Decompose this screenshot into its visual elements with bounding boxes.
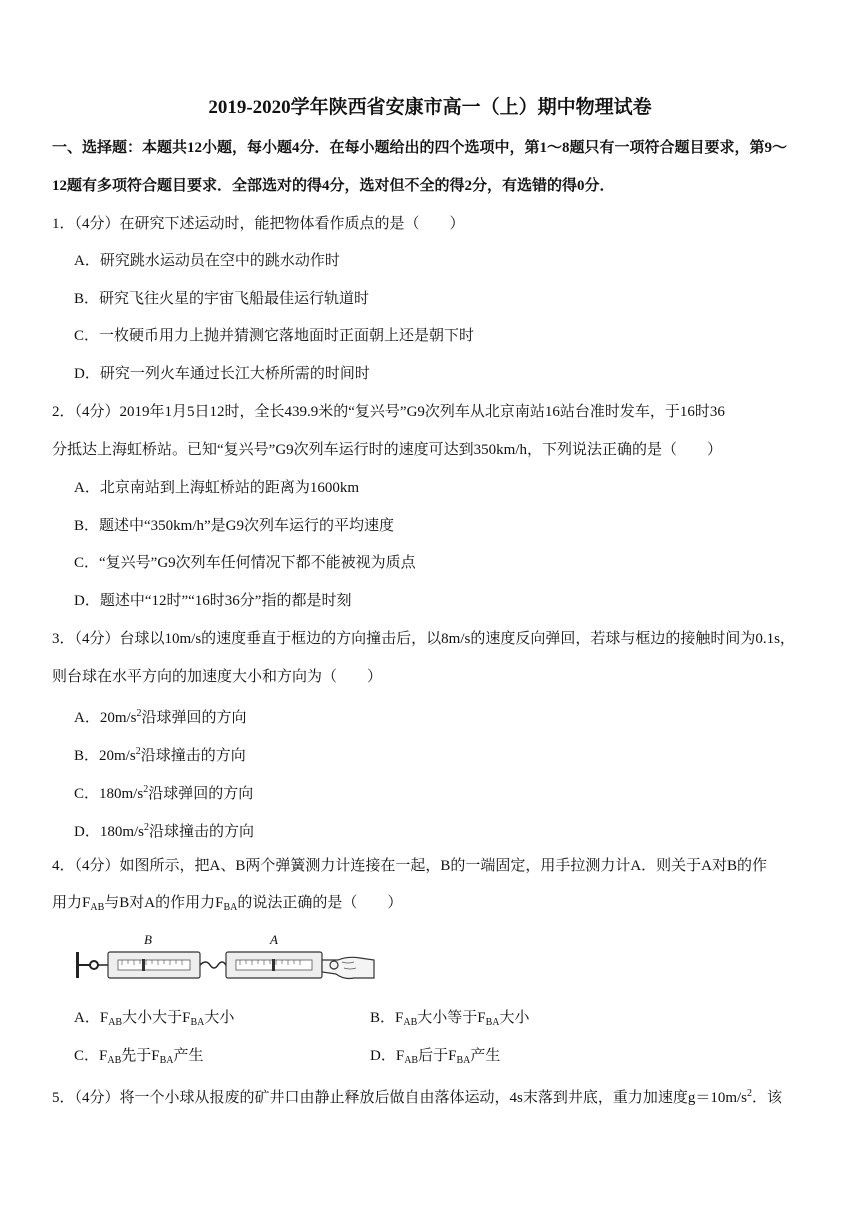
- page-title: 2019-2020学年陕西省安康市高一（上）期中物理试卷: [208, 97, 652, 118]
- question-2-stem-line1: 2．（4分）2019年1月5日12时，全长439.9米的“复兴号”G9次列车从北京南站16站台准时发车，于16时36: [52, 404, 725, 420]
- question-4-stem-line2: 用力$F_{AB}$与B对A的作用力$F_{BA}$的说法正确的是（ ）: [52, 895, 403, 913]
- question-3-option-c: C．$180m/s^2$沿球弹回的方向: [74, 784, 254, 802]
- question-3-stem-line1: 3．（4分）台球以10m/s的速度垂直于框边的方向撞击后，以8m/s的速度反向弹回，若球与框边的接触时间为0.1s，: [52, 631, 795, 647]
- question-1-option-d: D．研究一列火车通过长江大桥所需的时间时: [74, 366, 370, 382]
- question-1-stem: 1．（4分）在研究下述运动时，能把物体看作质点的是（ ）: [52, 216, 465, 232]
- section-instructions-line2: 12题有多项符合题目要求．全部选对的得4分，选对但不全的得2分，有选错的得0分．: [52, 178, 615, 194]
- question-4-option-b: B．$F_{AB}$大小等于$F_{BA}$大小: [370, 1010, 530, 1028]
- question-2-option-a: A．北京南站到上海虹桥站的距离为1600km: [74, 480, 360, 496]
- question-5-stem: 5．（4分）将一个小球从报废的矿井口由静止释放后做自由落体运动，4s末落到井底，重力加速度$g=10m/s^2$．该: [52, 1088, 783, 1106]
- question-1-option-c: C．一枚硬币用力上抛并猜测它落地面时正面朝上还是朝下时: [74, 328, 475, 344]
- question-1-option-b: B．研究飞往火星的宇宙飞船最佳运行轨道时: [74, 291, 370, 307]
- question-2-option-b: B．题述中“350km/h”是G9次列车运行的平均速度: [74, 518, 394, 534]
- question-2-stem-line2: 分抵达上海虹桥站。已知“复兴号”G9次列车运行时的速度可达到350km/h，下列说法正确的是（ ）: [52, 442, 722, 458]
- question-2-option-d: D．题述中“12时”“16时36分”指的都是时刻: [74, 593, 352, 609]
- question-4-option-a: A．$F_{AB}$大小大于$F_{BA}$大小: [74, 1010, 235, 1028]
- figure-label-a: A: [270, 932, 278, 947]
- question-1-option-a: A．研究跳水运动员在空中的跳水动作时: [74, 253, 340, 269]
- question-2-option-c: C．“复兴号”G9次列车任何情况下都不能被视为质点: [74, 555, 416, 571]
- question-4-option-c: C．$F_{AB}$先于$F_{BA}$产生: [74, 1048, 204, 1066]
- question-3-stem-line2: 则台球在水平方向的加速度大小和方向为（ ）: [52, 669, 383, 685]
- spring-scales-figure: [72, 930, 382, 995]
- section-instructions-line1: 一、选择题：本题共12小题，每小题4分．在每小题给出的四个选项中，第1～8题只有一项符合题目要求，第9～: [52, 140, 788, 156]
- question-3-option-a: A．$20m/s^2$沿球弹回的方向: [74, 708, 247, 726]
- question-3-option-b: B．$20m/s^2$沿球撞击的方向: [74, 746, 246, 764]
- question-4-option-d: D．$F_{AB}$后于$F_{BA}$产生: [370, 1048, 501, 1066]
- question-3-option-d: D．$180m/s^2$沿球撞击的方向: [74, 822, 255, 840]
- figure-label-b: B: [144, 932, 152, 947]
- question-4-stem-line1: 4．（4分）如图所示，把A、B两个弹簧测力计连接在一起，B的一端固定，用手拉测力计A．则关于A对B的作: [52, 858, 768, 874]
